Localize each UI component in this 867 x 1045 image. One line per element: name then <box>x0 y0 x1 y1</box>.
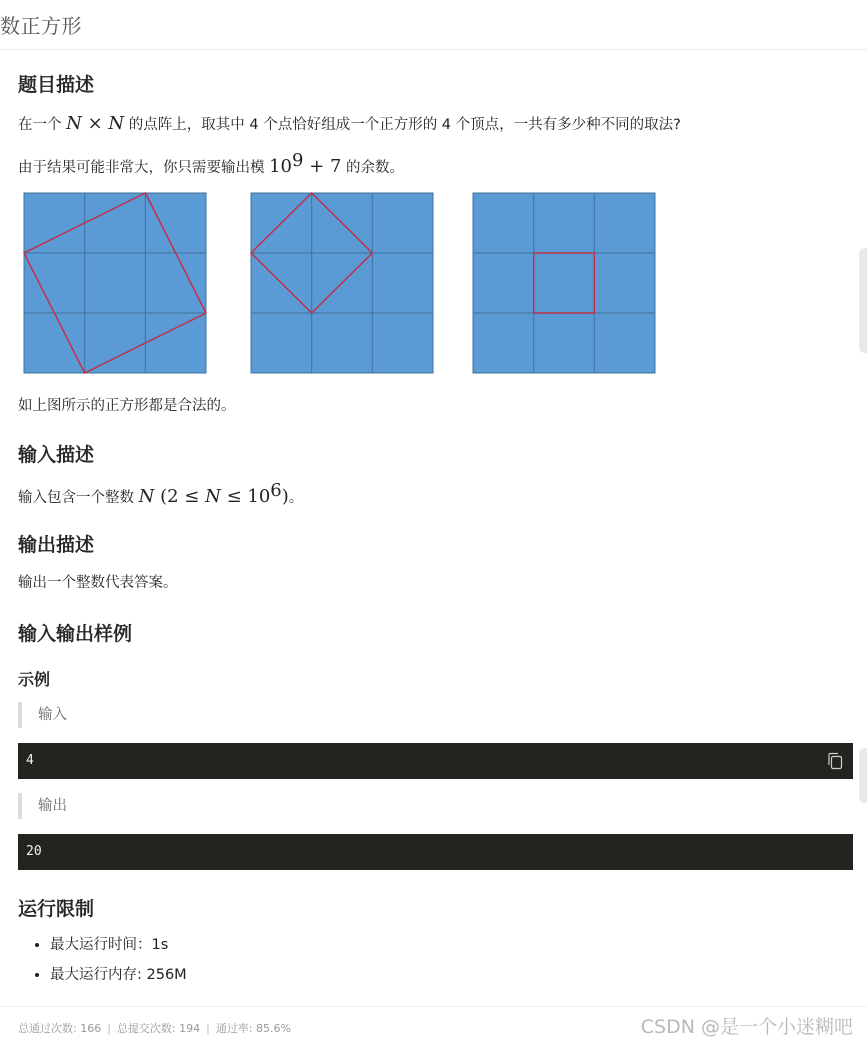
section-heading-samples: 输入输出样例 <box>18 623 133 645</box>
sample-input-code[interactable] <box>18 743 853 779</box>
page-title: 数正方形 <box>0 14 82 38</box>
description-line-1 <box>18 113 681 134</box>
math-exponent: 6 <box>270 480 282 501</box>
figure-unit-square <box>472 192 656 374</box>
copy-icon[interactable] <box>827 752 843 770</box>
stat-passed: 总通过次数: 166 <box>18 1022 102 1035</box>
figure-diamond-square <box>250 192 434 374</box>
footer-divider <box>0 1006 867 1007</box>
input-description <box>18 480 303 507</box>
math-var: N <box>205 485 221 507</box>
math-var: N <box>108 113 125 134</box>
side-tab-handle[interactable] <box>859 248 867 353</box>
limit-memory: • 最大运行内存: 256M <box>50 960 187 990</box>
stat-separator: | <box>206 1022 210 1035</box>
description-line-2 <box>18 150 404 177</box>
figure-caption: 如上图所示的正方形都是合法的。 <box>18 398 236 414</box>
sample-output-label: 输出 <box>18 793 67 819</box>
sample-output-code[interactable] <box>18 834 853 870</box>
watermark: CSDN @是一个小迷糊吧 <box>640 1016 853 1038</box>
limits-list <box>18 930 187 990</box>
section-heading-description: 题目描述 <box>18 74 95 96</box>
math-op: × <box>81 113 109 134</box>
math-op: ≤ 10 <box>220 485 271 507</box>
grid-background <box>24 193 206 373</box>
grid-background <box>473 193 655 373</box>
sample-input-label: 输入 <box>18 702 67 728</box>
limit-time: • 最大运行时间：1s <box>50 930 187 960</box>
math-op: + 7 <box>303 155 342 177</box>
text-segment: 在一个 <box>18 117 67 133</box>
sample-input-value: 4 <box>26 753 34 768</box>
text-segment: 的余数。 <box>341 159 405 176</box>
math-var: N <box>138 485 155 507</box>
math-exponent: 9 <box>292 150 304 171</box>
section-heading-limits: 运行限制 <box>18 898 95 920</box>
text-segment: 输入包含一个整数 <box>18 489 139 506</box>
example-label: 示例 <box>18 670 51 689</box>
text-segment: 由于结果可能非常大，你只需要输出模 <box>18 159 270 176</box>
text-segment: 。 <box>288 489 304 506</box>
sample-output-value: 20 <box>26 844 42 859</box>
math-op: (2 ≤ <box>154 485 206 507</box>
stat-submitted: 总提交次数: 194 <box>116 1022 201 1035</box>
text-segment: 的点阵上，取其中 4 个点恰好组成一个正方形的 4 个顶点，一共有多少种不同的取法? <box>124 117 681 133</box>
stat-rate: 通过率: 85.6% <box>215 1022 291 1035</box>
math-op: ) <box>281 485 289 507</box>
math-number: 10 <box>269 155 293 177</box>
stat-separator: | <box>107 1022 111 1035</box>
top-bar <box>0 0 867 50</box>
side-tab-handle[interactable] <box>859 748 867 803</box>
math-var: N <box>66 113 82 134</box>
figure-tilted-square <box>23 192 207 374</box>
section-heading-input: 输入描述 <box>18 444 95 466</box>
submission-stats <box>18 1020 291 1036</box>
section-heading-output: 输出描述 <box>18 534 95 556</box>
output-description: 输出一个整数代表答案。 <box>18 575 178 591</box>
